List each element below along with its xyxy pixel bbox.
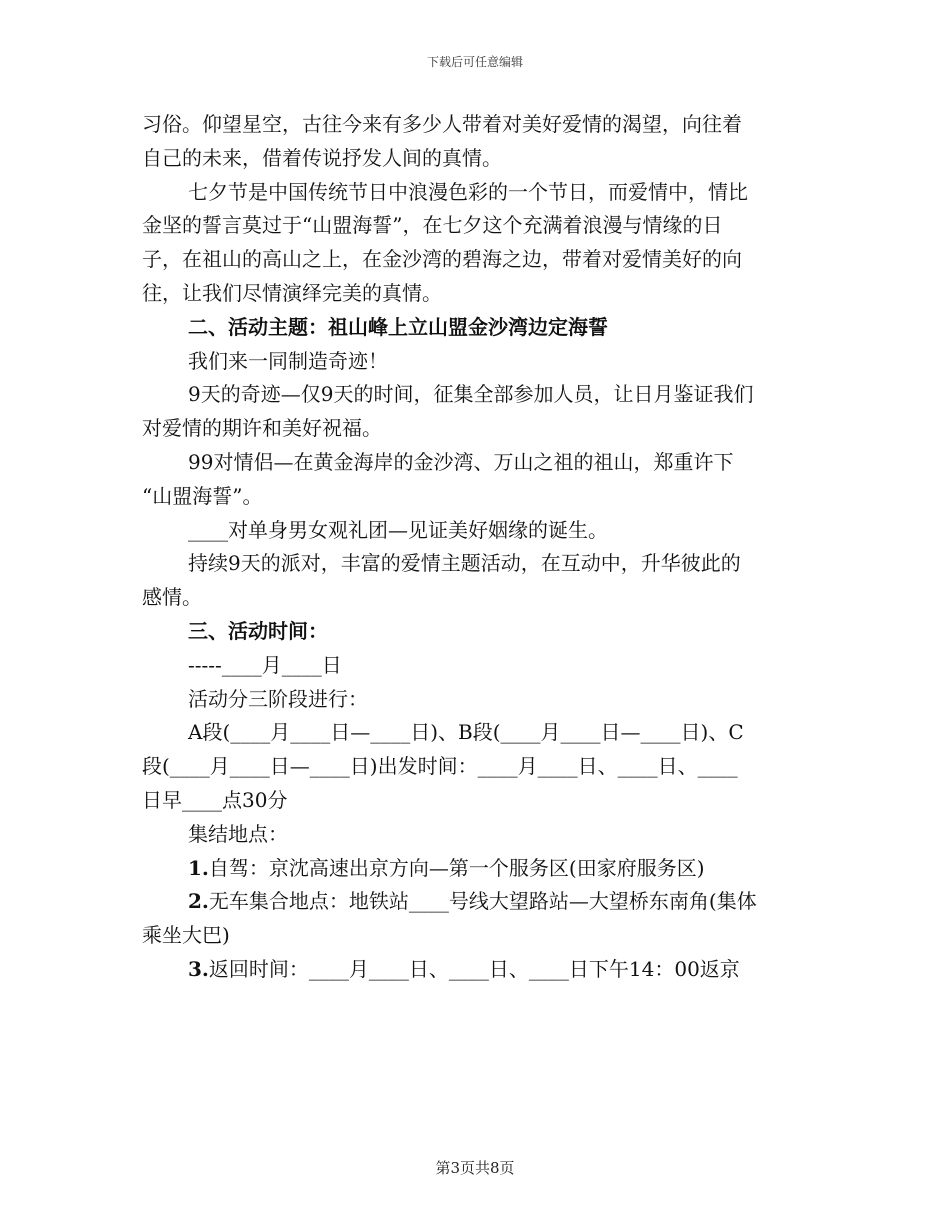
text-line bbox=[142, 345, 808, 379]
line-text: 自己的未来，借着传说抒发人间的真情。 bbox=[142, 145, 502, 170]
line-text: 段(____月____日—____日)出发时间：____月____日、____日、____ bbox=[142, 754, 738, 779]
section-heading bbox=[142, 615, 808, 649]
text-line bbox=[142, 953, 808, 987]
line-text: 七夕节是中国传统节日中浪漫色彩的一个节日，而爱情中，情比 bbox=[188, 179, 748, 204]
line-text: 自驾：京沈高速出京方向—第一个服务区(田家府服务区) bbox=[208, 855, 705, 880]
line-text: 对爱情的期许和美好祝福。 bbox=[142, 416, 382, 441]
line-text: 习俗。仰望星空，古往今来有多少人带着对美好爱情的渴望，向往着 bbox=[142, 112, 742, 136]
text-line bbox=[142, 277, 808, 311]
text-line bbox=[142, 919, 808, 953]
line-text: -----____月____日 bbox=[188, 652, 342, 677]
text-line bbox=[142, 446, 808, 480]
line-text: 我们来一同制造奇迹！ bbox=[188, 348, 388, 373]
line-text: 金坚的誓言莫过于“山盟海誓”，在七夕这个充满着浪漫与情缘的日 bbox=[142, 213, 723, 238]
line-text: 乘坐大巴) bbox=[142, 923, 230, 948]
text-line bbox=[142, 649, 808, 683]
page-number: 第3页共8页 bbox=[435, 1159, 515, 1177]
line-text: A段(____月____日—____日)、B段(____月____日—____日)、C bbox=[188, 720, 744, 745]
line-text: ____对单身男女观礼团—见证美好姻缘的诞生。 bbox=[188, 517, 608, 542]
line-text: 返回时间：____月____日、____日、____日下午14：00返京 bbox=[208, 956, 740, 981]
page-header: 下载后可任意编辑 bbox=[426, 55, 523, 69]
text-line bbox=[142, 480, 808, 514]
text-line bbox=[142, 176, 808, 210]
text-line bbox=[142, 547, 808, 581]
text-line bbox=[142, 108, 808, 142]
text-line bbox=[142, 716, 808, 750]
line-text: 子，在祖山的高山之上，在金沙湾的碧海之边，带着对爱情美好的向 bbox=[142, 247, 742, 272]
text-line bbox=[142, 412, 808, 446]
list-number: 3. bbox=[188, 956, 209, 981]
text-line bbox=[142, 209, 808, 243]
line-text: 感情。 bbox=[142, 585, 202, 610]
line-text: 二、活动主题：祖山峰上立山盟金沙湾边定海誓 bbox=[188, 314, 608, 339]
section-heading bbox=[142, 311, 808, 345]
text-line bbox=[142, 818, 808, 852]
line-text: 三、活动时间： bbox=[188, 618, 328, 643]
line-text: 99对情侣—在黄金海岸的金沙湾、万山之祖的祖山，郑重许下 bbox=[188, 449, 734, 474]
line-text: 9天的奇迹—仅9天的时间，征集全部参加人员，让日月鉴证我们 bbox=[188, 382, 754, 407]
line-text: 日早____点30分 bbox=[142, 787, 288, 812]
line-text: 集结地点： bbox=[188, 821, 288, 846]
line-text: 活动分三阶段进行： bbox=[188, 686, 368, 711]
text-line bbox=[142, 852, 808, 886]
document-body bbox=[142, 108, 808, 987]
line-text: 持续9天的派对，丰富的爱情主题活动，在互动中，升华彼此的 bbox=[188, 551, 741, 576]
text-line bbox=[142, 142, 808, 176]
text-line bbox=[142, 243, 808, 277]
text-line bbox=[142, 581, 808, 615]
text-line bbox=[142, 683, 808, 717]
line-text: 无车集合地点：地铁站____号线大望路站—大望桥东南角(集体 bbox=[208, 889, 757, 914]
line-text: “山盟海誓”。 bbox=[142, 483, 263, 508]
text-line bbox=[142, 885, 808, 919]
text-line bbox=[142, 378, 808, 412]
text-line bbox=[142, 750, 808, 784]
list-number: 1. bbox=[188, 855, 209, 880]
line-text: 往，让我们尽情演绎完美的真情。 bbox=[142, 280, 442, 305]
text-line bbox=[142, 784, 808, 818]
text-line bbox=[142, 514, 808, 548]
list-number: 2. bbox=[188, 889, 209, 914]
